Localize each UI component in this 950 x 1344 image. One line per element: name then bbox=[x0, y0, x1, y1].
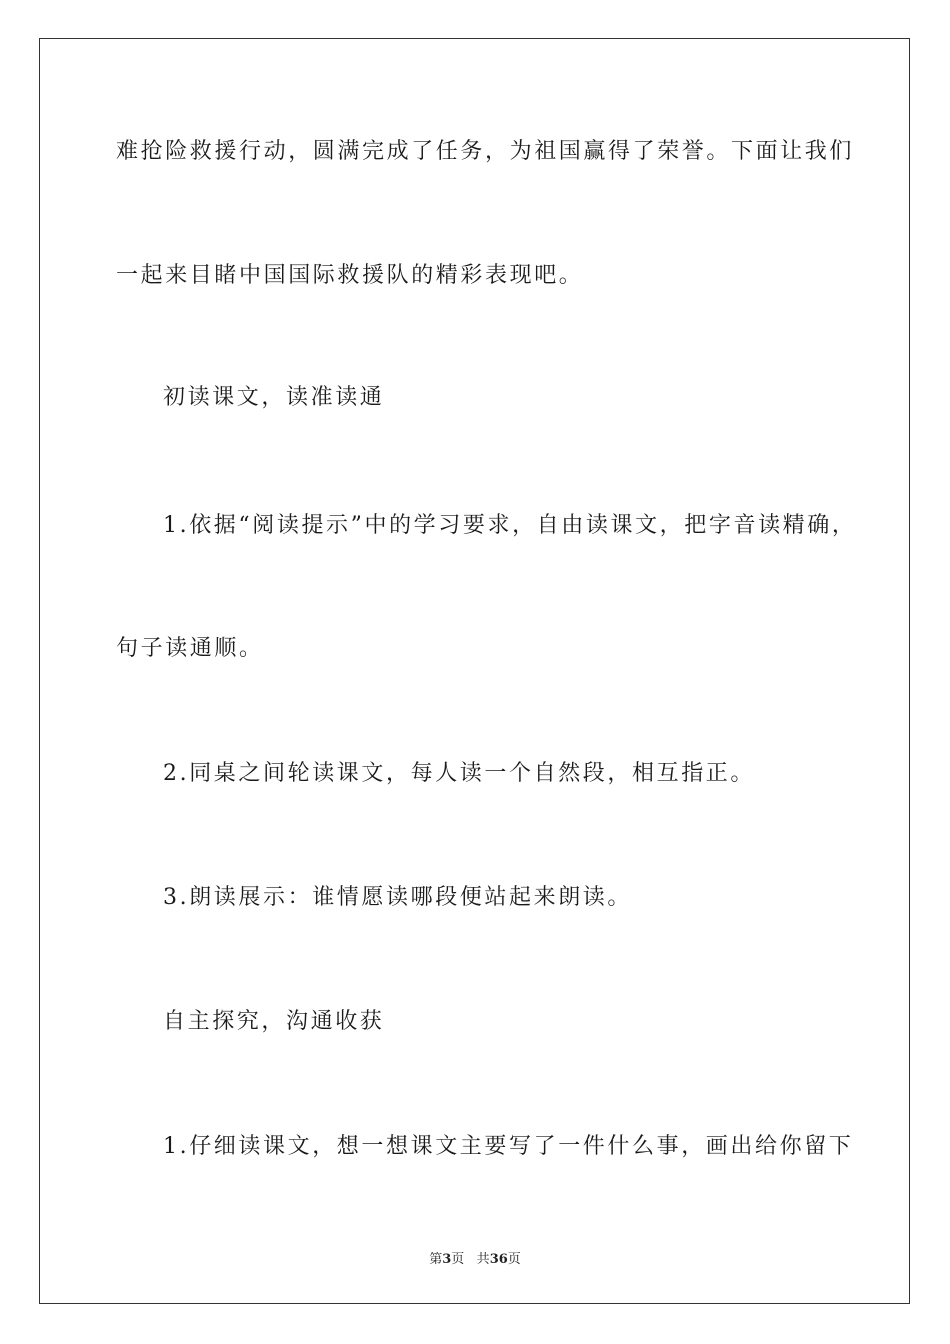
footer-page-suffix: 页 bbox=[451, 1252, 465, 1267]
section-heading: 初读课文，读准读通 bbox=[163, 385, 385, 410]
footer-total-prefix: 共 bbox=[476, 1252, 490, 1267]
footer-page-number: 3 bbox=[442, 1252, 452, 1267]
page-border bbox=[39, 38, 910, 1304]
body-text-line: 2.同桌之间轮读课文，每人读一个自然段，相互指正。 bbox=[163, 761, 755, 786]
body-text-line: 1.仔细读课文，想一想课文主要写了一件什么事，画出给你留下 bbox=[163, 1134, 854, 1159]
page-footer bbox=[0, 1248, 950, 1267]
body-text-line: 一起来目睹中国国际救援队的精彩表现吧。 bbox=[116, 263, 584, 288]
footer-total-pages: 36 bbox=[489, 1252, 508, 1267]
body-text-line: 3.朗读展示：谁情愿读哪段便站起来朗读。 bbox=[163, 885, 632, 910]
footer-total-suffix: 页 bbox=[507, 1252, 521, 1267]
body-text-line: 难抢险救援行动，圆满完成了任务，为祖国赢得了荣誉。下面让我们 bbox=[116, 139, 855, 164]
body-text-line: 1.依据“阅读提示”中的学习要求，自由读课文，把字音读精确， bbox=[163, 513, 857, 538]
footer-page-prefix: 第 bbox=[429, 1252, 443, 1267]
section-heading: 自主探究，沟通收获 bbox=[163, 1009, 385, 1034]
body-text-line: 句子读通顺。 bbox=[116, 636, 264, 661]
